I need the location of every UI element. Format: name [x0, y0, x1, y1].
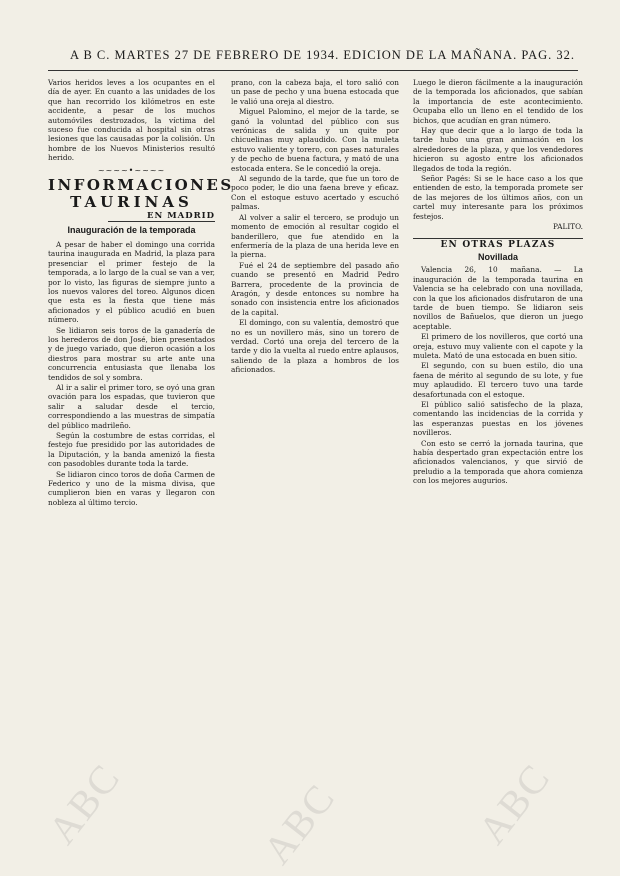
article-paragraph: El domingo, con su valentía, demostró que no es un novillero más, sino un torero de verdad. Cortó una oreja del tercero de la tarde y dio la vuelta al ruedo entre aplausos, saliendo de la plaza a hombros de los aficionados. — [231, 318, 399, 375]
article-subhead: Novillada — [477, 251, 518, 262]
article-paragraph: A pesar de haber el domingo una corrida taurina inaugurada en Madrid, la plaza para presenciar el primer festejo de la temporada, a lo largo de la cual se van a ver, por lo visto, las figuras de siempre junto a los nuevos valores del toreo. Algunos dicen que esta es la fiesta que tiene más aficionados y el público acudió en buen número. — [48, 239, 215, 325]
section-banner: EN OTRAS PLAZAS — [413, 238, 583, 250]
article-subhead: Inauguración de la temporada — [67, 225, 196, 236]
article-paragraph: Al segundo de la tarde, que fue un toro de poco poder, le dio una faena breve y eficaz. Con el estoque estuvo acertado y escuchó palmas. — [231, 174, 399, 212]
article-paragraph: El público salió satisfecho de la plaza, comentando las incidencias de la corrida y las esperanzas puestas en los jóvenes novilleros. — [413, 400, 583, 438]
article-paragraph: Con esto se cerró la jornada taurina, que había despertado gran expectación entre los aficionados valencianos, y que sirvió de preludio a la temporada que ahora comienza con los mejores augurios. — [413, 438, 583, 486]
article-paragraph: Al ir a salir el primer toro, se oyó una gran ovación para los espadas, que tuvieron que salir a saludar desde el tercio, correspondiendo a las muestras de simpatía del público madrileño. — [48, 382, 215, 430]
article-paragraph: Señor Pagés: Si se le hace caso a los que entienden de esto, la temporada promete ser de las mejores de los últimos años, con un cartel muy interesante para los próximos festejos. — [413, 174, 583, 221]
article-paragraph: Se lidiaron seis toros de la ganadería de los herederos de don José, bien presentados y de juego variado, que dieron ocasión a los diestros para mostrar su arte ante una concurrencia entusiasta que llenaba los tendidos de sol y sombra. — [48, 325, 215, 382]
article-paragraph: Al volver a salir el tercero, se produjo un momento de emoción al resultar cogido el banderillero, que fue atendido en la enfermería de la plaza de una herida leve en la pierna. — [231, 212, 399, 260]
column-2 — [231, 78, 399, 848]
watermark: ABC — [39, 754, 130, 853]
section-title-line1: INFORMACIONES — [48, 176, 234, 195]
section-subtitle: EN MADRID — [108, 212, 215, 222]
article-paragraph: Fué el 24 de septiembre del pasado año cuando se presentó en Madrid Pedro Barrera, procedente de la provincia de Aragón, y desde entonces su nombre ha sonado con insistencia entre los aficionados de la capital. — [231, 260, 399, 317]
page-header: A B C. MARTES 27 DE FEBRERO DE 1934. EDICION DE LA MAÑANA. PAG. 32. — [70, 48, 576, 62]
section-title-line2: TAURINAS — [70, 193, 193, 212]
article-paragraph: Luego le dieron fácilmente a la inauguración de la temporada los aficionados, que sabían la importancia de este acontecimiento. Ocupaba ello un lleno en el tendido de los bichos, que acudían en gran número. — [413, 78, 583, 125]
article-paragraph: Se lidiaron cinco toros de doña Carmen de Federico y uno de la misma divisa, que cumplieron bien en varas y llegaron con nobleza al último tercio. — [48, 469, 215, 507]
ornament-divider: ~~~~•~~~~ — [97, 165, 166, 175]
article-paragraph: Valencia 26, 10 mañana. — La inauguración de la temporada taurina en Valencia se ha celebrado con una novillada, con la que los aficionados disfrutaron de una tarde de buen tiempo. Se lidiaron seis novillos de Bañuelos, que dieron un juego aceptable. — [413, 265, 583, 331]
article-paragraph: Miguel Palomino, el mejor de la tarde, se ganó la voluntad del público con sus verónicas de salida y un quite por chicuelinas muy aplaudido. Con la muleta estuvo valiente y torero, con pases naturales y de pecho de buena factura, y mató de una estocada entera. Se le concedió la oreja. — [231, 107, 399, 173]
header-rule — [48, 70, 578, 71]
watermark: ABC — [469, 754, 560, 853]
author-signature: PALITO. — [553, 222, 583, 232]
watermark: ABC — [254, 774, 345, 873]
article-paragraph: Según la costumbre de estas corridas, el festejo fue presidido por las autoridades de la Diputación, y la banda amenizó la fiesta con pasodobles durante toda la tarde. — [48, 431, 215, 469]
column-3 — [413, 78, 583, 838]
article-paragraph: Hay que decir que a lo largo de toda la tarde hubo una gran animación en los alrededores de la plaza, y que los vendedores hicieron su agosto entre los aficionados llegados de toda la región. — [413, 126, 583, 173]
article-paragraph: prano, con la cabeza baja, el toro salió con un pase de pecho y una buena estocada que le valió una oreja al diestro. — [231, 78, 399, 106]
intro-paragraph: Varios heridos leves a los ocupantes en el día de ayer. En cuanto a las unidades de los que han recorrido los kilómetros en este accidente, a pesar de los muchos automóviles destrozados, la víctima del suceso fue conducida al hospital sin otras lesiones que las causadas por la colisión. Un hombre de los Nuevos Ministerios resultó herido. — [48, 78, 215, 163]
column-1 — [48, 78, 234, 828]
article-paragraph: El primero de los novilleros, que cortó una oreja, estuvo muy valiente con el capote y la muleta. Mató de una estocada en buen sitio. — [413, 332, 583, 360]
article-paragraph: El segundo, con su buen estilo, dio una faena de mérito al segundo de su lote, y fue muy aplaudido. El tercero tuvo una tarde desafortunada con el estoque. — [413, 361, 583, 399]
